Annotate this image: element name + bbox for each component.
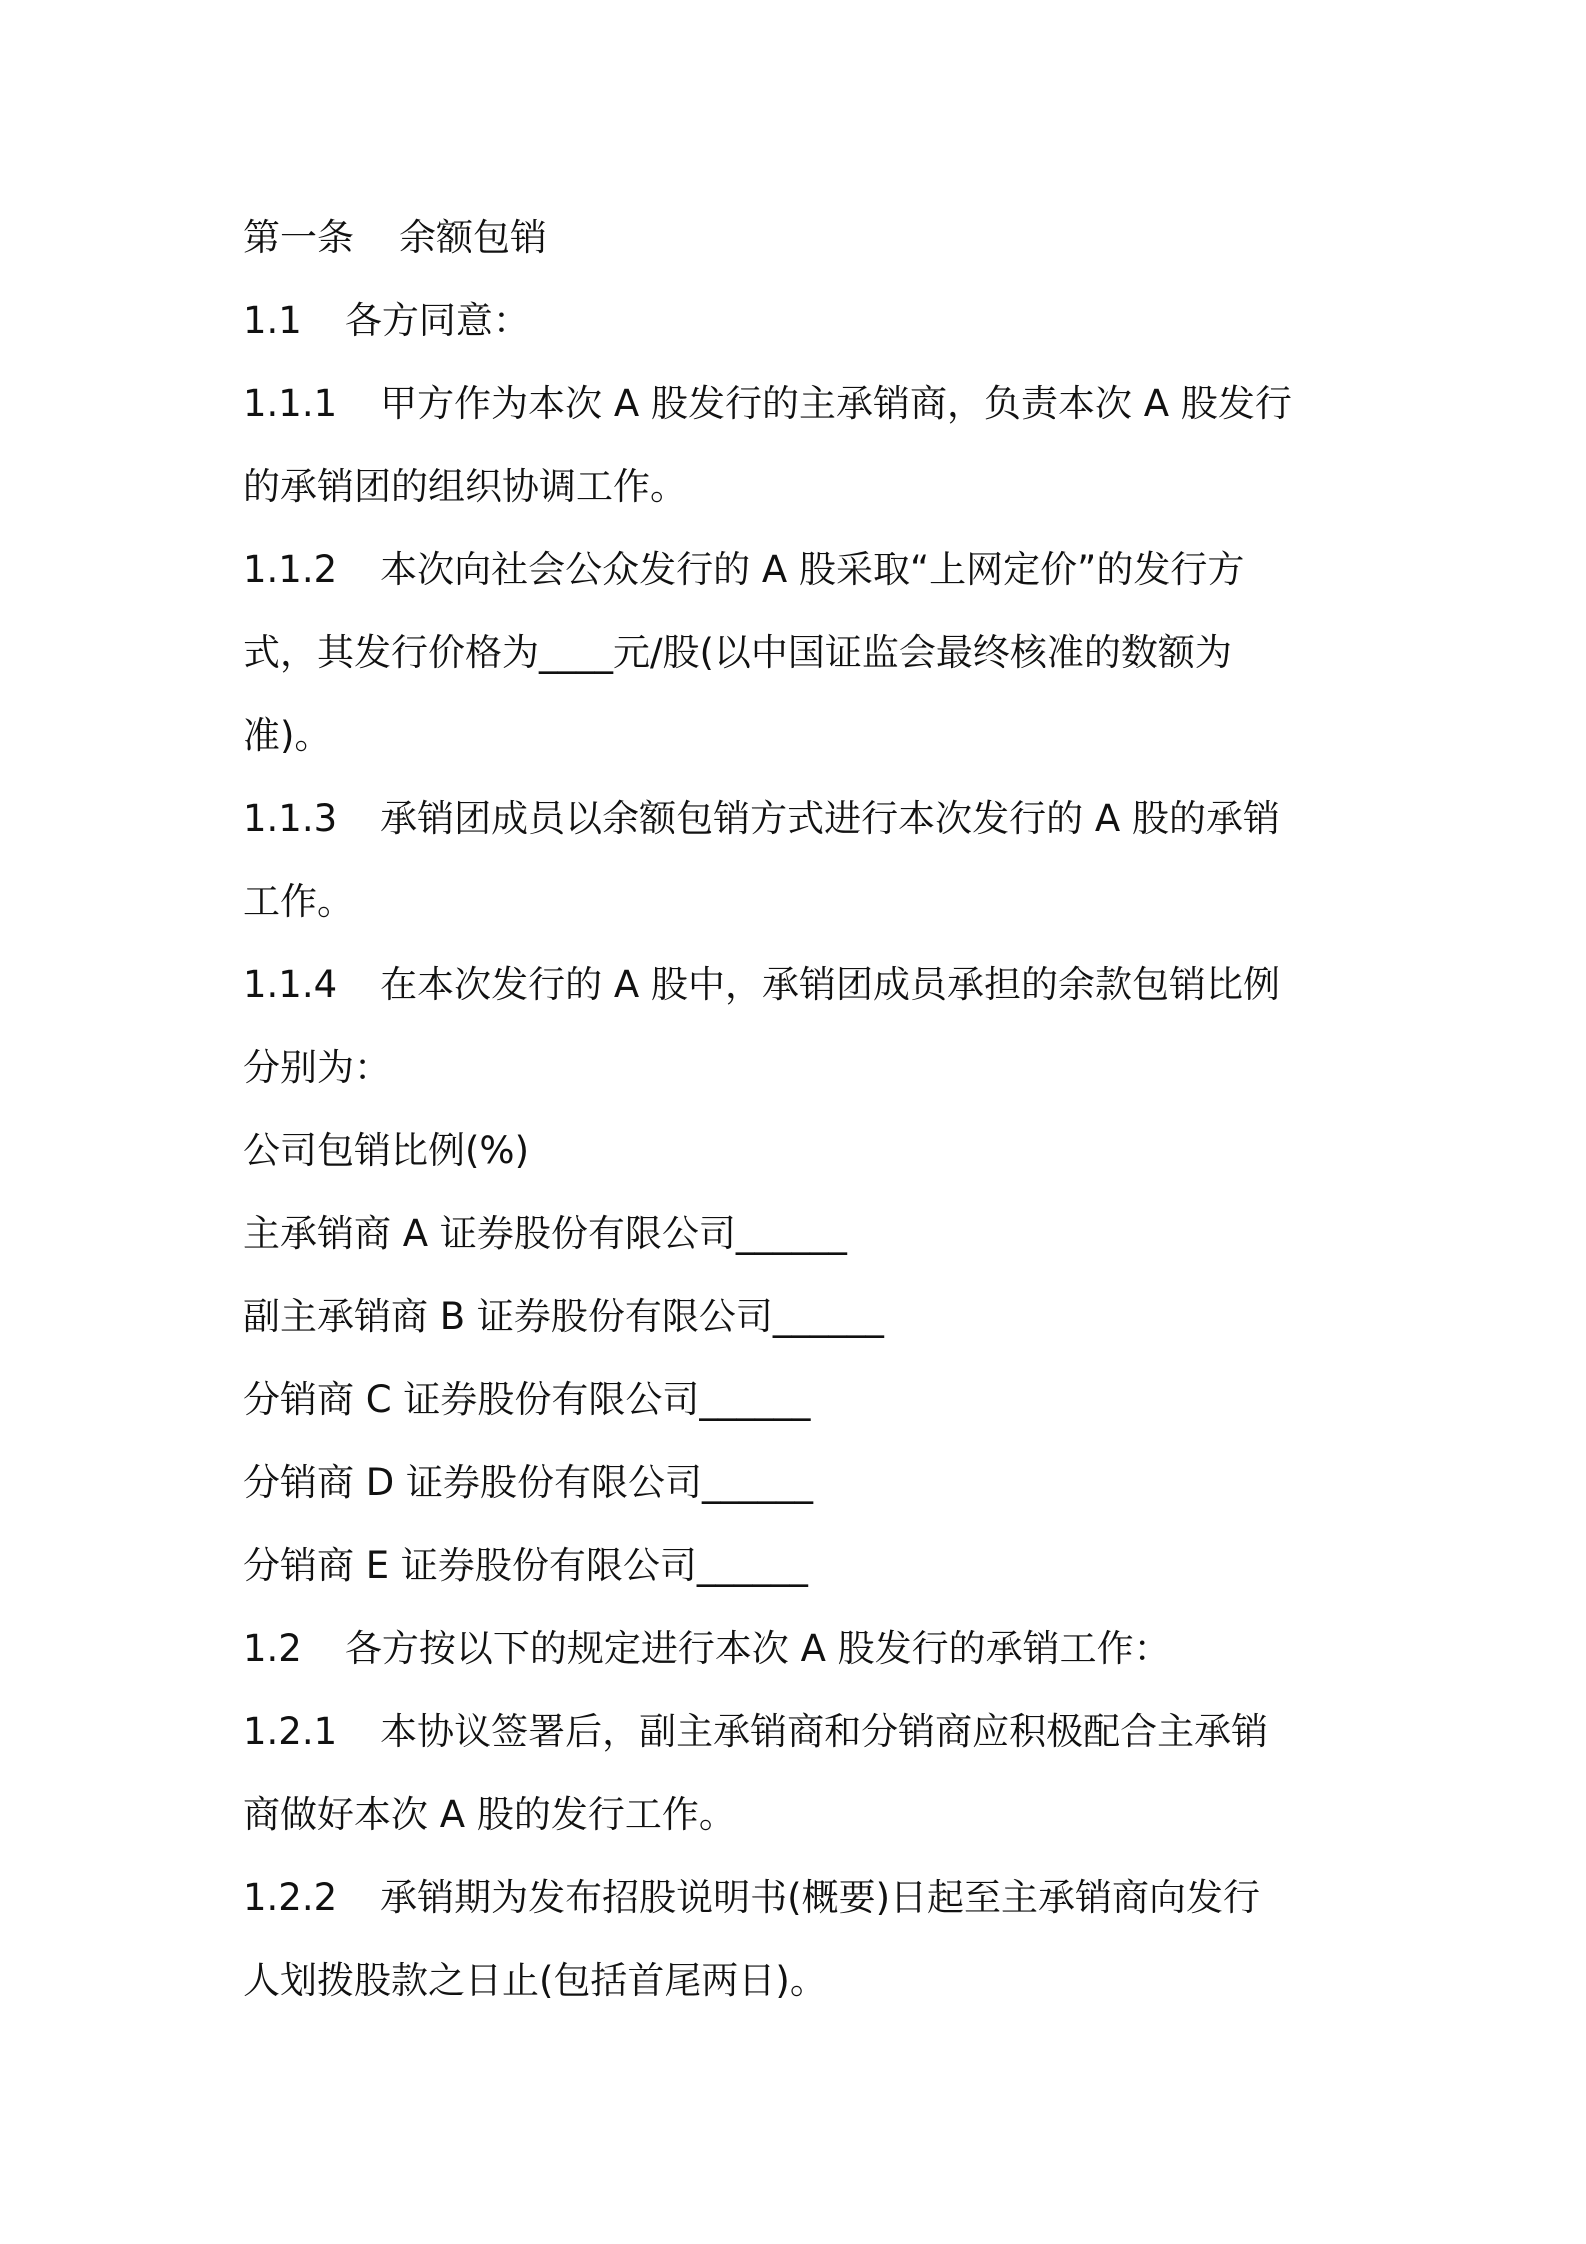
clause-number: 1.1.4	[243, 963, 338, 1006]
clause-1-2-2	[243, 1856, 1358, 1939]
clause-number: 1.1.2	[243, 548, 338, 591]
clause-number: 1.1	[243, 299, 302, 342]
clause-number: 1.1.1	[243, 382, 338, 425]
clause-1-1-2-continued: 式，其发行价格为____元/股(以中国证监会最终核准的数额为	[243, 631, 1232, 674]
clause-1-1-2-continued-2: 准)。	[243, 714, 332, 757]
clause-1-1-4-continued: 分别为：	[243, 1046, 391, 1089]
clause-1-1-3-continued: 工作。	[243, 880, 354, 923]
clause-text: 各方按以下的规定进行本次 A 股发行的承销工作：	[344, 1627, 1171, 1670]
clause-text: 本协议签署后，副主承销商和分销商应积极配合主承销	[380, 1710, 1269, 1753]
clause-number: 1.2	[243, 1627, 302, 1670]
clause-text: 本次向社会公众发行的 A 股采取“上网定价”的发行方	[380, 548, 1245, 591]
clause-text: 甲方作为本次 A 股发行的主承销商，负责本次 A 股发行	[380, 382, 1292, 425]
clause-number: 1.2.1	[243, 1710, 338, 1753]
clause-1-1-1-continued: 的承销团的组织协调工作。	[243, 465, 687, 508]
article-title: 余额包销	[399, 216, 547, 259]
clause-text: 承销期为发布招股说明书(概要)日起至主承销商向发行	[380, 1876, 1261, 1919]
clause-text: 在本次发行的 A 股中，承销团成员承担的余款包销比例	[380, 963, 1280, 1006]
article-number: 第一条	[243, 216, 354, 259]
clause-text: 各方同意：	[344, 299, 530, 342]
document-body	[243, 196, 1358, 2022]
clause-1-2-2-continued: 人划拨股款之日止(包括首尾两日)。	[243, 1959, 827, 2002]
clause-number: 1.2.2	[243, 1876, 338, 1919]
clause-1-2-1	[243, 1690, 1358, 1773]
ratio-table-header: 公司包销比例(%)	[243, 1129, 530, 1172]
clause-1-1-4	[243, 943, 1358, 1026]
article-heading	[243, 196, 1358, 279]
clause-1-1	[243, 279, 1358, 362]
clause-1-2-1-continued: 商做好本次 A 股的发行工作。	[243, 1793, 736, 1836]
clause-1-2	[243, 1607, 1358, 1690]
clause-1-1-1	[243, 362, 1358, 445]
clause-1-1-3	[243, 777, 1358, 860]
company-line: 主承销商 A 证券股份有限公司______	[243, 1212, 847, 1255]
clause-text: 承销团成员以余额包销方式进行本次发行的 A 股的承销	[380, 797, 1280, 840]
clause-number: 1.1.3	[243, 797, 338, 840]
company-line: 分销商 C 证券股份有限公司______	[243, 1378, 811, 1421]
clause-1-1-2	[243, 528, 1358, 611]
company-line: 副主承销商 B 证券股份有限公司______	[243, 1295, 884, 1338]
company-line: 分销商 E 证券股份有限公司______	[243, 1544, 808, 1587]
company-line: 分销商 D 证券股份有限公司______	[243, 1461, 814, 1504]
